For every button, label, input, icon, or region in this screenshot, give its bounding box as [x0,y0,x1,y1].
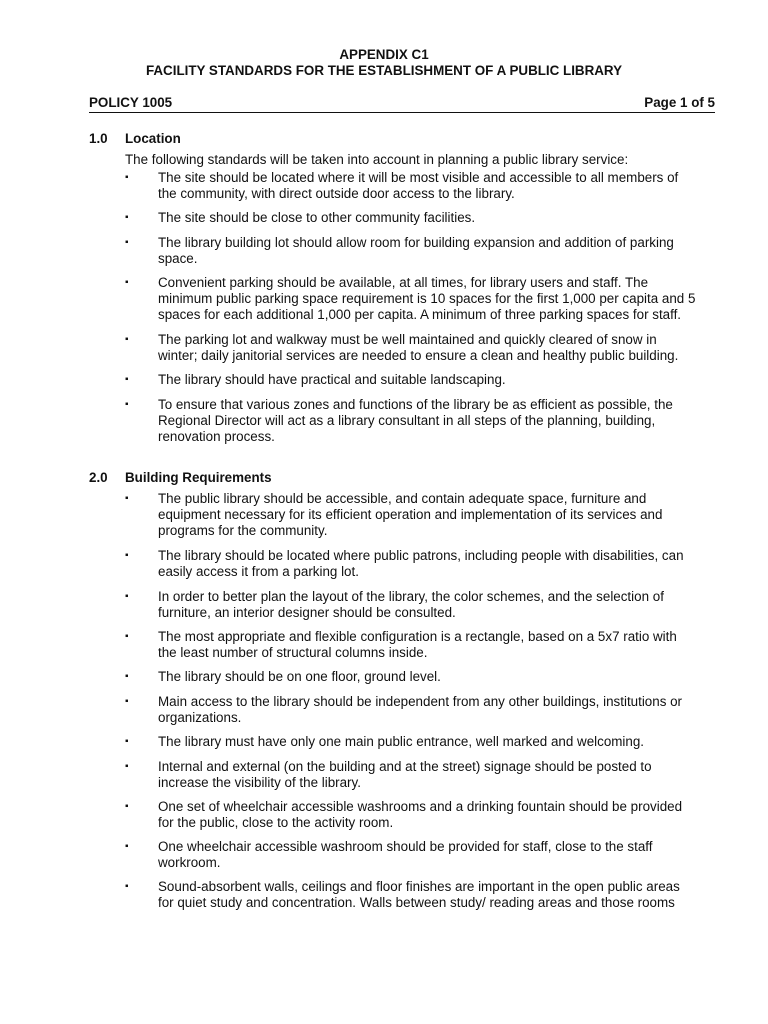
list-item-line: increase the visibility of the library. [158,775,361,790]
list-item-line: programs for the community. [158,523,328,538]
list-item-line: The site should be close to other community facilities. [158,210,476,225]
list-item-line: workroom. [158,855,221,870]
bullet-marker: ▪ [125,334,129,345]
bullet-marker: ▪ [125,550,129,561]
bullet-marker: ▪ [125,881,129,892]
bullet-marker: ▪ [125,696,129,707]
list-item-line: To ensure that various zones and functions of the library be as efficient as possible, the [158,397,673,412]
policy-header-row [89,95,715,113]
bullet-marker: ▪ [125,374,129,385]
bullet-marker: ▪ [125,172,129,183]
list-item-line: The parking lot and walkway must be well maintained and quickly cleared of snow in [158,332,657,347]
list-item-line: Internal and external (on the building and at the street) signage should be posted to [158,759,652,774]
list-item-line: spaces for each additional 1,000 per capita. A minimum of three parking spaces for staff. [158,307,682,322]
list-item-line: One wheelchair accessible washroom should be provided for staff, close to the staff [158,839,653,854]
section-number: 2.0 [89,470,108,485]
list-item-line: The site should be located where it will be most visible and accessible to all members of [158,170,679,185]
list-item-line: the least number of structural columns inside. [158,645,428,660]
list-item-line: winter; daily janitorial services are needed to ensure a clean and healthy public building. [158,348,679,363]
list-item-line: Convenient parking should be available, at all times, for library users and staff. The [158,275,649,290]
bullet-marker: ▪ [125,841,129,852]
section-heading-building-requirements [89,470,272,486]
policy-number: POLICY 1005 [89,95,173,110]
section-title: Location [125,131,181,146]
list-item-line: The public library should be accessible, and contain adequate space, furniture and [158,491,647,506]
list-item-line: Regional Director will act as a library consultant in all steps of the planning, building, [158,413,656,428]
list-item-line: Sound-absorbent walls, ceilings and floor finishes are important in the open public areas [158,879,680,894]
bullet-marker: ▪ [125,736,129,747]
list-item-line: The library building lot should allow room for building expansion and addition of parking [158,235,674,250]
list-item-line: organizations. [158,710,242,725]
list-item-line: the community, with direct outside door access to the library. [158,186,515,201]
appendix-label: APPENDIX C1 [339,47,429,62]
section-heading-location [89,131,181,147]
list-item-line: In order to better plan the layout of the library, the color schemes, and the selection of [158,589,664,604]
list-item-line: equipment necessary for its efficient operation and implementation of its services and [158,507,663,522]
list-item-line: renovation process. [158,429,275,444]
list-item-line: One set of wheelchair accessible washrooms and a drinking fountain should be provided [158,799,683,814]
bullet-marker: ▪ [125,277,129,288]
list-item-line: for quiet study and concentration. Walls between study/ reading areas and those rooms [158,895,675,910]
section-title: Building Requirements [125,470,272,485]
list-item-line: minimum public parking space requirement is 10 spaces for the first 1,000 per capita and 5 [158,291,696,306]
list-item-line: The library should have practical and suitable landscaping. [158,372,506,387]
bullet-marker: ▪ [125,237,129,248]
bullet-marker: ▪ [125,493,129,504]
page-number: Page 1 of 5 [644,95,715,110]
document-title: FACILITY STANDARDS FOR THE ESTABLISHMENT OF A PUBLIC LIBRARY [145,63,623,78]
bullet-marker: ▪ [125,801,129,812]
section-intro: The following standards will be taken into account in planning a public library service: [125,152,629,167]
bullet-marker: ▪ [125,591,129,602]
list-item-line: space. [158,251,198,266]
bullet-marker: ▪ [125,761,129,772]
list-item-line: The library must have only one main public entrance, well marked and welcoming. [158,734,645,749]
bullet-marker: ▪ [125,671,129,682]
list-item-line: The library should be on one floor, ground level. [158,669,441,684]
list-item-line: The most appropriate and flexible configuration is a rectangle, based on a 5x7 ratio with [158,629,677,644]
bullet-marker: ▪ [125,631,129,642]
bullet-marker: ▪ [125,212,129,223]
bullet-marker: ▪ [125,399,129,410]
list-item-line: for the public, close to the activity room. [158,815,394,830]
list-item-line: furniture, an interior designer should be consulted. [158,605,456,620]
list-item-line: Main access to the library should be independent from any other buildings, institutions or [158,694,683,709]
section-number: 1.0 [89,131,108,146]
list-item-line: The library should be located where public patrons, including people with disabilities, can [158,548,684,563]
list-item-line: easily access it from a parking lot. [158,564,359,579]
